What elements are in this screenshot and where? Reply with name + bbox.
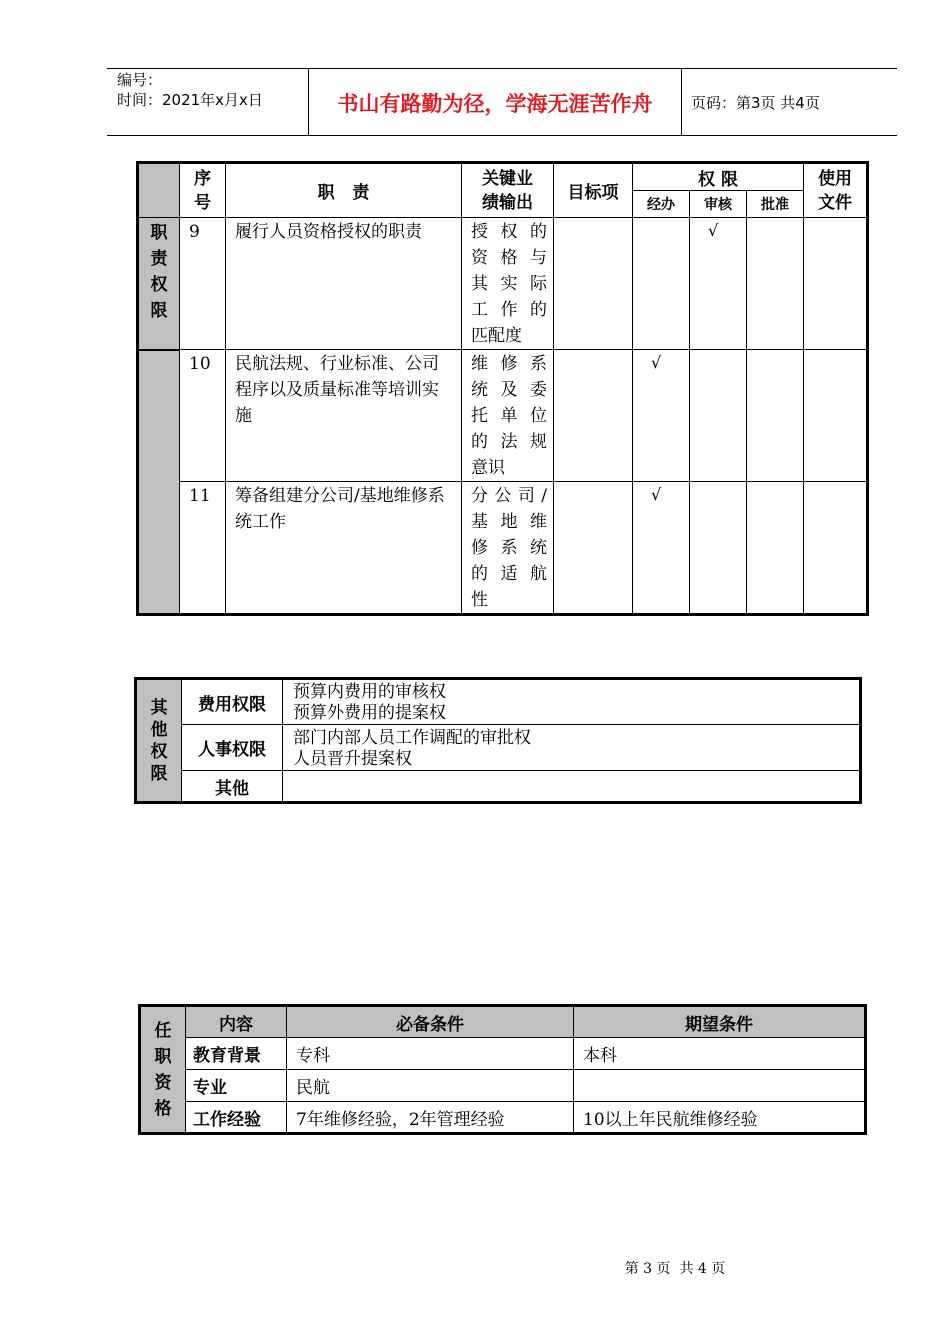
approve-cell: [747, 482, 804, 615]
docs-cell: [804, 350, 868, 482]
col-authority: 权 限: [633, 163, 804, 191]
col-target: 目标项: [554, 163, 633, 218]
target-cell: [554, 218, 633, 350]
kpi-cell: 分公司/ 基地维 修系统 的适航 性: [462, 482, 554, 615]
approve-cell: [747, 218, 804, 350]
qual-item: 教育背景: [186, 1038, 287, 1070]
doc-number-label: 编号：: [117, 71, 163, 89]
col-handle: 经办: [633, 191, 690, 218]
header-divider-right: [681, 68, 682, 136]
handle-cell: √: [633, 350, 690, 482]
handle-cell: [633, 218, 690, 350]
review-cell: √: [690, 218, 747, 350]
header-corner: [138, 163, 180, 218]
duty-cell: 民航法规、行业标准、公司程序以及质量标准等培训实施: [226, 350, 462, 482]
other-authority-table: [134, 677, 862, 804]
docs-cell: [804, 218, 868, 350]
table-row: [138, 350, 868, 482]
header-top-rule: [107, 68, 897, 69]
qual-desired: 10以上年民航维修经验: [574, 1102, 866, 1134]
col-required: 必备条件: [287, 1006, 574, 1038]
section-label-other: 其 他 权 限: [136, 679, 182, 803]
qual-item: 专业: [186, 1070, 287, 1102]
other-label: 其他: [182, 771, 283, 803]
seq-cell: 9: [180, 218, 226, 350]
col-duty: 职 责: [226, 163, 462, 218]
other-content: [283, 771, 861, 803]
expense-authority-content: 预算内费用的审核权 预算外费用的提案权: [283, 679, 861, 725]
table-row: [140, 1102, 866, 1134]
qual-required: 专科: [287, 1038, 574, 1070]
header-bottom-rule: [107, 135, 897, 136]
table-row: [138, 482, 868, 615]
target-cell: [554, 482, 633, 615]
col-docs: 使用 文件: [804, 163, 868, 218]
footer-page-number: 第 3 页 共 4 页: [624, 1261, 726, 1277]
section-label-duties: 职 责 权 限: [138, 218, 180, 350]
qual-required: 民航: [287, 1070, 574, 1102]
doc-time-label: 时间：2021年x月x日: [117, 91, 263, 109]
col-review: 审核: [690, 191, 747, 218]
table-row: [140, 1070, 866, 1102]
docs-cell: [804, 482, 868, 615]
target-cell: [554, 350, 633, 482]
qual-required: 7年维修经验，2年管理经验: [287, 1102, 574, 1134]
col-kpi: 关键业 绩输出: [462, 163, 554, 218]
section-label-qualifications: 任 职 资 格: [140, 1006, 186, 1134]
table-row: [138, 218, 868, 350]
col-content: 内容: [186, 1006, 287, 1038]
qual-desired: 本科: [574, 1038, 866, 1070]
kpi-cell: 授权的 资格与 其实际 工作的 匹配度: [462, 218, 554, 350]
col-seq: 序 号: [180, 163, 226, 218]
col-approve: 批准: [747, 191, 804, 218]
personnel-authority-label: 人事权限: [182, 725, 283, 771]
duty-cell: 筹备组建分公司/基地维修系统工作: [226, 482, 462, 615]
table-row: [140, 1038, 866, 1070]
page-indicator: 页码：第3页 共4页: [691, 94, 820, 112]
qual-desired: [574, 1070, 866, 1102]
approve-cell: [747, 350, 804, 482]
handle-cell: √: [633, 482, 690, 615]
qualifications-table: [138, 1004, 867, 1135]
review-cell: [690, 350, 747, 482]
duty-cell: 履行人员资格授权的职责: [226, 218, 462, 350]
section-label-blank: [138, 350, 180, 615]
duties-authority-table: [136, 161, 869, 616]
col-desired: 期望条件: [574, 1006, 866, 1038]
header-motto: 书山有路勤为径，学海无涯苦作舟: [337, 92, 653, 116]
expense-authority-label: 费用权限: [182, 679, 283, 725]
personnel-authority-content: 部门内部人员工作调配的审批权 人员晋升提案权: [283, 725, 861, 771]
review-cell: [690, 482, 747, 615]
kpi-cell: 维修系 统及委 托单位 的法规 意识: [462, 350, 554, 482]
seq-cell: 10: [180, 350, 226, 482]
qual-item: 工作经验: [186, 1102, 287, 1134]
seq-cell: 11: [180, 482, 226, 615]
